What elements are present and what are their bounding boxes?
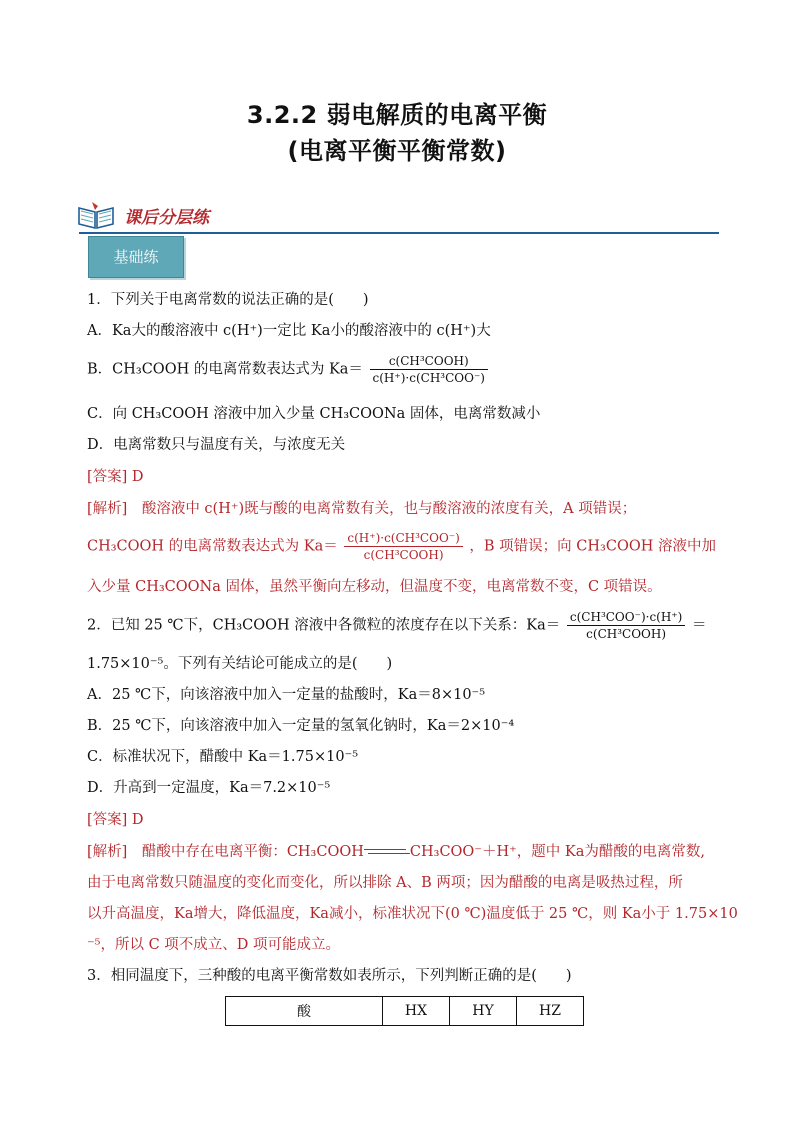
- q1-answer: [答案] D: [87, 469, 144, 485]
- fraction-numerator: c(CH³COOH): [388, 354, 469, 368]
- q2-explanation-line2: 由于电离常数只随温度的变化而变化，所以排除 A、B 两项；因为醋酸的电离是吸热过程，所: [87, 875, 683, 891]
- equilibrium-arrow-icon: [364, 848, 410, 856]
- q2-explanation-line1: [87, 842, 705, 862]
- q2-exp-text-suffix: CH₃COO⁻＋H⁺，题中 Ka为醋酸的电离常数,: [409, 844, 705, 860]
- page-subtitle: (电离平衡平衡常数): [287, 137, 507, 165]
- q1-option-a: A．Ka大的酸溶液中 c(H⁺)一定比 Ka小的酸溶液中的 c(H⁺)大: [87, 323, 491, 339]
- q2-option-c: C．标准状况下，醋酸中 Ka＝1.75×10⁻⁵: [87, 749, 359, 765]
- q1-explanation-line2: [87, 530, 716, 563]
- q2-stem-text: 2．已知 25 ℃下，CH₃COOH 溶液中各微粒的浓度存在以下关系：Ka＝: [87, 617, 561, 634]
- q1-exp-text: CH₃COOH 的电离常数表达式为 Ka＝: [87, 538, 338, 555]
- fraction-denominator: c(CH³COOH): [344, 546, 462, 563]
- q2-stem-equals: ＝: [691, 617, 707, 634]
- q3-stem: 3．相同温度下，三种酸的电离平衡常数如表所示，下列判断正确的是( ): [87, 968, 572, 984]
- q2-answer: [答案] D: [87, 812, 144, 828]
- table-header-cell: 酸: [226, 997, 383, 1026]
- q1-option-c: C．向 CH₃COOH 溶液中加入少量 CH₃COONa 固体，电离常数减小: [87, 406, 541, 422]
- fraction-numerator: c(CH³COO⁻)·c(H⁺): [569, 610, 683, 624]
- q1-option-b-text: B．CH₃COOH 的电离常数表达式为 Ka＝: [87, 361, 363, 378]
- book-icon: [76, 200, 116, 230]
- table-row: [226, 997, 584, 1026]
- table-header-cell: HZ: [517, 997, 584, 1026]
- section-divider: [79, 232, 719, 234]
- page-title: 3.2.2 弱电解质的电离平衡: [246, 101, 548, 129]
- q2-stem-line2: 1.75×10⁻⁵。下列有关结论可能成立的是( ): [87, 656, 393, 672]
- q1-exp-text-suffix: ，B 项错误；向 CH₃COOH 溶液中加: [469, 538, 716, 555]
- q1-exp-fraction: [344, 530, 462, 563]
- q1-option-b: [87, 353, 490, 386]
- q2-option-a: A．25 ℃下，向该溶液中加入一定量的盐酸时，Ka＝8×10⁻⁵: [87, 687, 486, 703]
- table-header-cell: HX: [383, 997, 450, 1026]
- q2-stem: [87, 609, 706, 642]
- section-label: 课后分层练: [124, 208, 209, 228]
- tab-basic-practice: 基础练: [88, 236, 184, 278]
- q1-explanation-line1: [解析] 酸溶液中 c(H⁺)既与酸的电离常数有关，也与酸溶液的浓度有关，A 项错误；: [87, 501, 637, 517]
- q2-stem-fraction: [567, 609, 685, 642]
- q1-explanation-line3: 入少量 CH₃COONa 固体，虽然平衡向左移动，但温度不变，电离常数不变，C 项错误。: [87, 579, 662, 595]
- acid-constants-table: [225, 996, 584, 1026]
- q1-option-b-fraction: [370, 353, 488, 386]
- fraction-numerator: c(H⁺)·c(CH³COO⁻): [347, 531, 460, 545]
- fraction-denominator: c(H⁺)·c(CH³COO⁻): [370, 369, 488, 386]
- fraction-denominator: c(CH³COOH): [567, 625, 685, 642]
- q2-exp-text: [解析] 醋酸中存在电离平衡：CH₃COOH: [87, 844, 364, 860]
- q1-option-d: D．电离常数只与温度有关，与浓度无关: [87, 437, 346, 453]
- q2-explanation-line4: ⁻⁵，所以 C 项不成立、D 项可能成立。: [87, 937, 341, 953]
- q2-option-d: D．升高到一定温度，Ka＝7.2×10⁻⁵: [87, 780, 331, 796]
- table-header-cell: HY: [450, 997, 517, 1026]
- q2-option-b: B．25 ℃下，向该溶液中加入一定量的氢氧化钠时，Ka＝2×10⁻⁴: [87, 718, 515, 734]
- q1-stem: 1．下列关于电离常数的说法正确的是( ): [87, 292, 369, 308]
- q2-explanation-line3: 以升高温度，Ka增大，降低温度，Ka减小，标准状况下(0 ℃)温度低于 25 ℃，则 Ka小于 1.75×10: [87, 906, 738, 922]
